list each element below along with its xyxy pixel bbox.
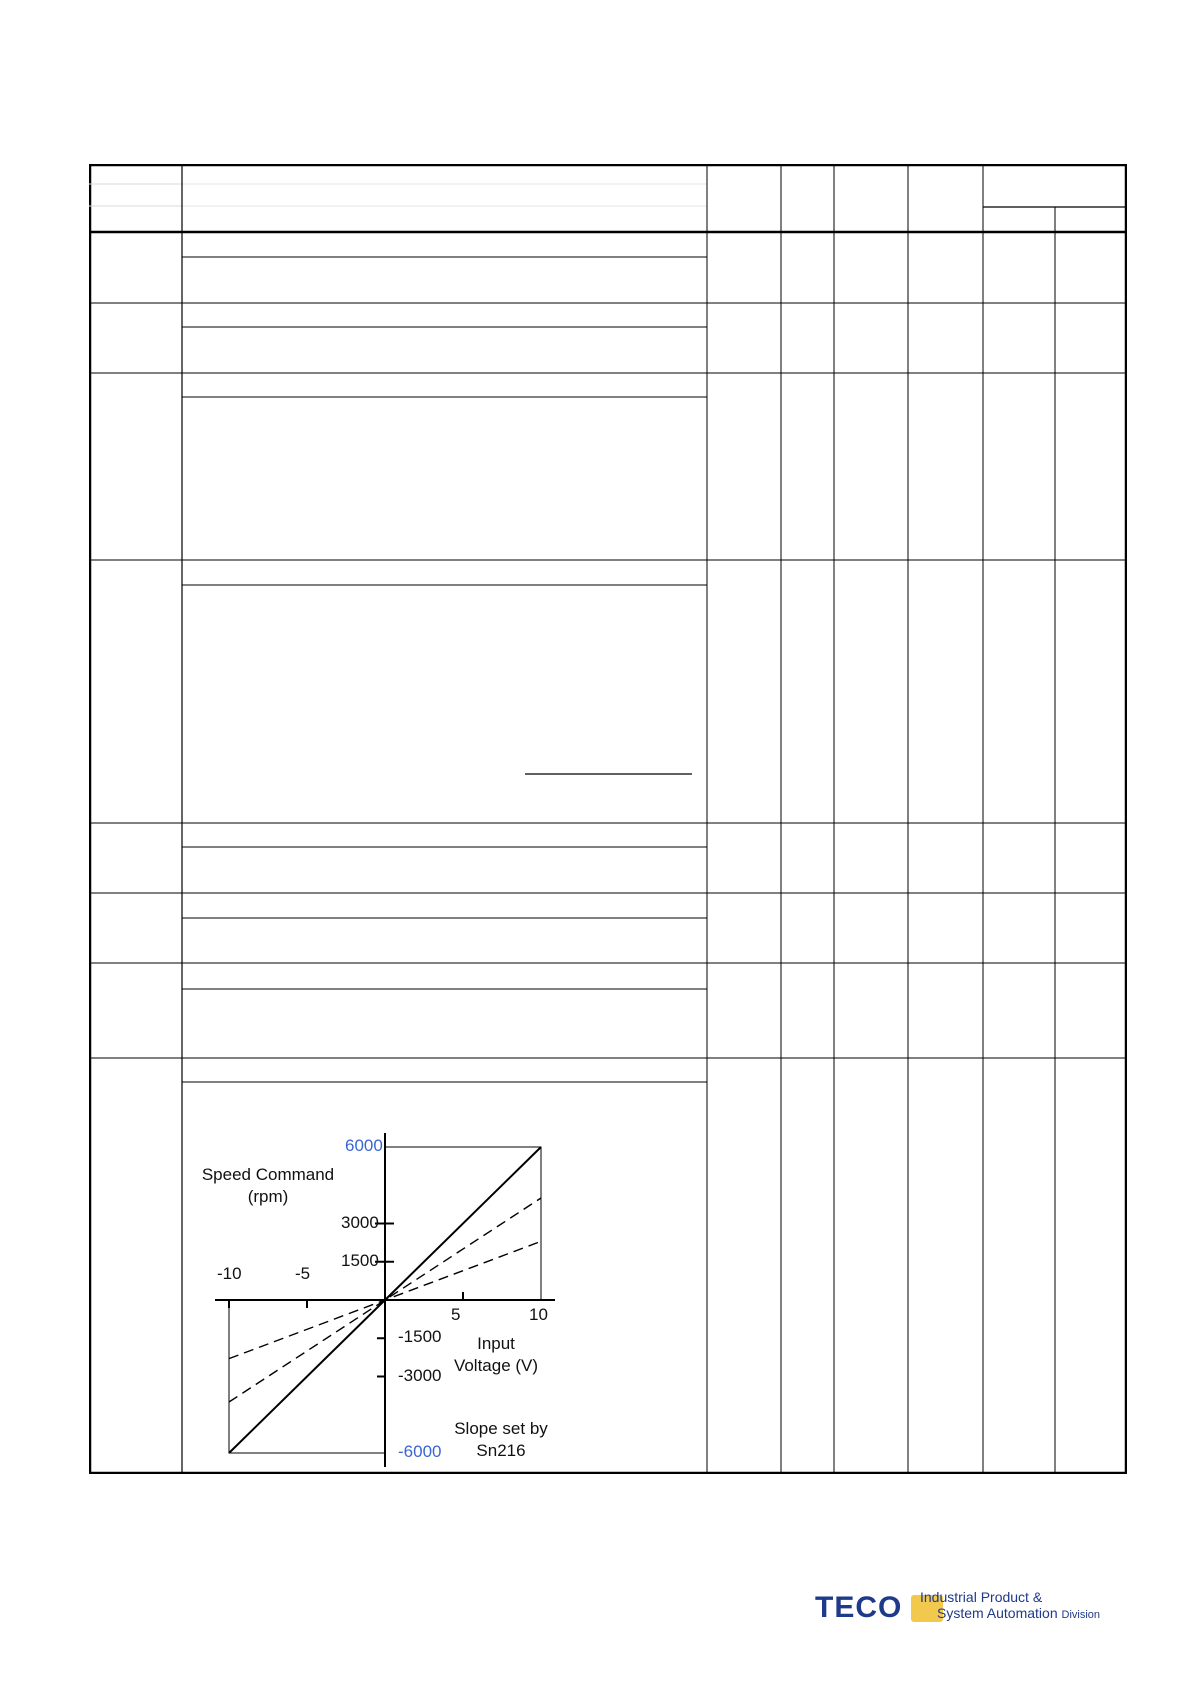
- x-tick-label: 5: [451, 1305, 461, 1324]
- annotation-line1: Slope set by: [454, 1419, 548, 1438]
- y-tick-label: 6000: [345, 1136, 383, 1155]
- x-tick-label: 10: [529, 1305, 548, 1324]
- y-axis-label-line1: Speed Command: [201, 1165, 335, 1184]
- annotation-line2: Sn216: [476, 1441, 526, 1460]
- y-tick-label: -1500: [398, 1327, 442, 1347]
- speed-command-chart: [185, 1128, 585, 1468]
- y-tick-label: -6000: [398, 1442, 442, 1461]
- logo-tagline-1: Industrial Product &: [920, 1589, 1043, 1605]
- x-tick-label: -10: [217, 1264, 242, 1283]
- y-axis-label-line2: (rpm): [247, 1187, 289, 1206]
- logo-tagline-2: [937, 1606, 1100, 1621]
- x-tick-label: -5: [295, 1264, 311, 1283]
- logo-tagline-2-small: Division: [1061, 1609, 1101, 1621]
- logo-brand: TECO: [815, 1591, 903, 1624]
- y-tick-label: -3000: [398, 1365, 442, 1385]
- x-axis-label-line2: Voltage (V): [453, 1356, 539, 1375]
- teco-logo: [815, 1590, 1115, 1630]
- y-tick-label: 3000: [341, 1212, 379, 1232]
- x-axis-label-line1: Input: [477, 1334, 515, 1353]
- logo-tagline-2-main: System Automation: [937, 1605, 1058, 1621]
- y-tick-label: 1500: [341, 1250, 379, 1270]
